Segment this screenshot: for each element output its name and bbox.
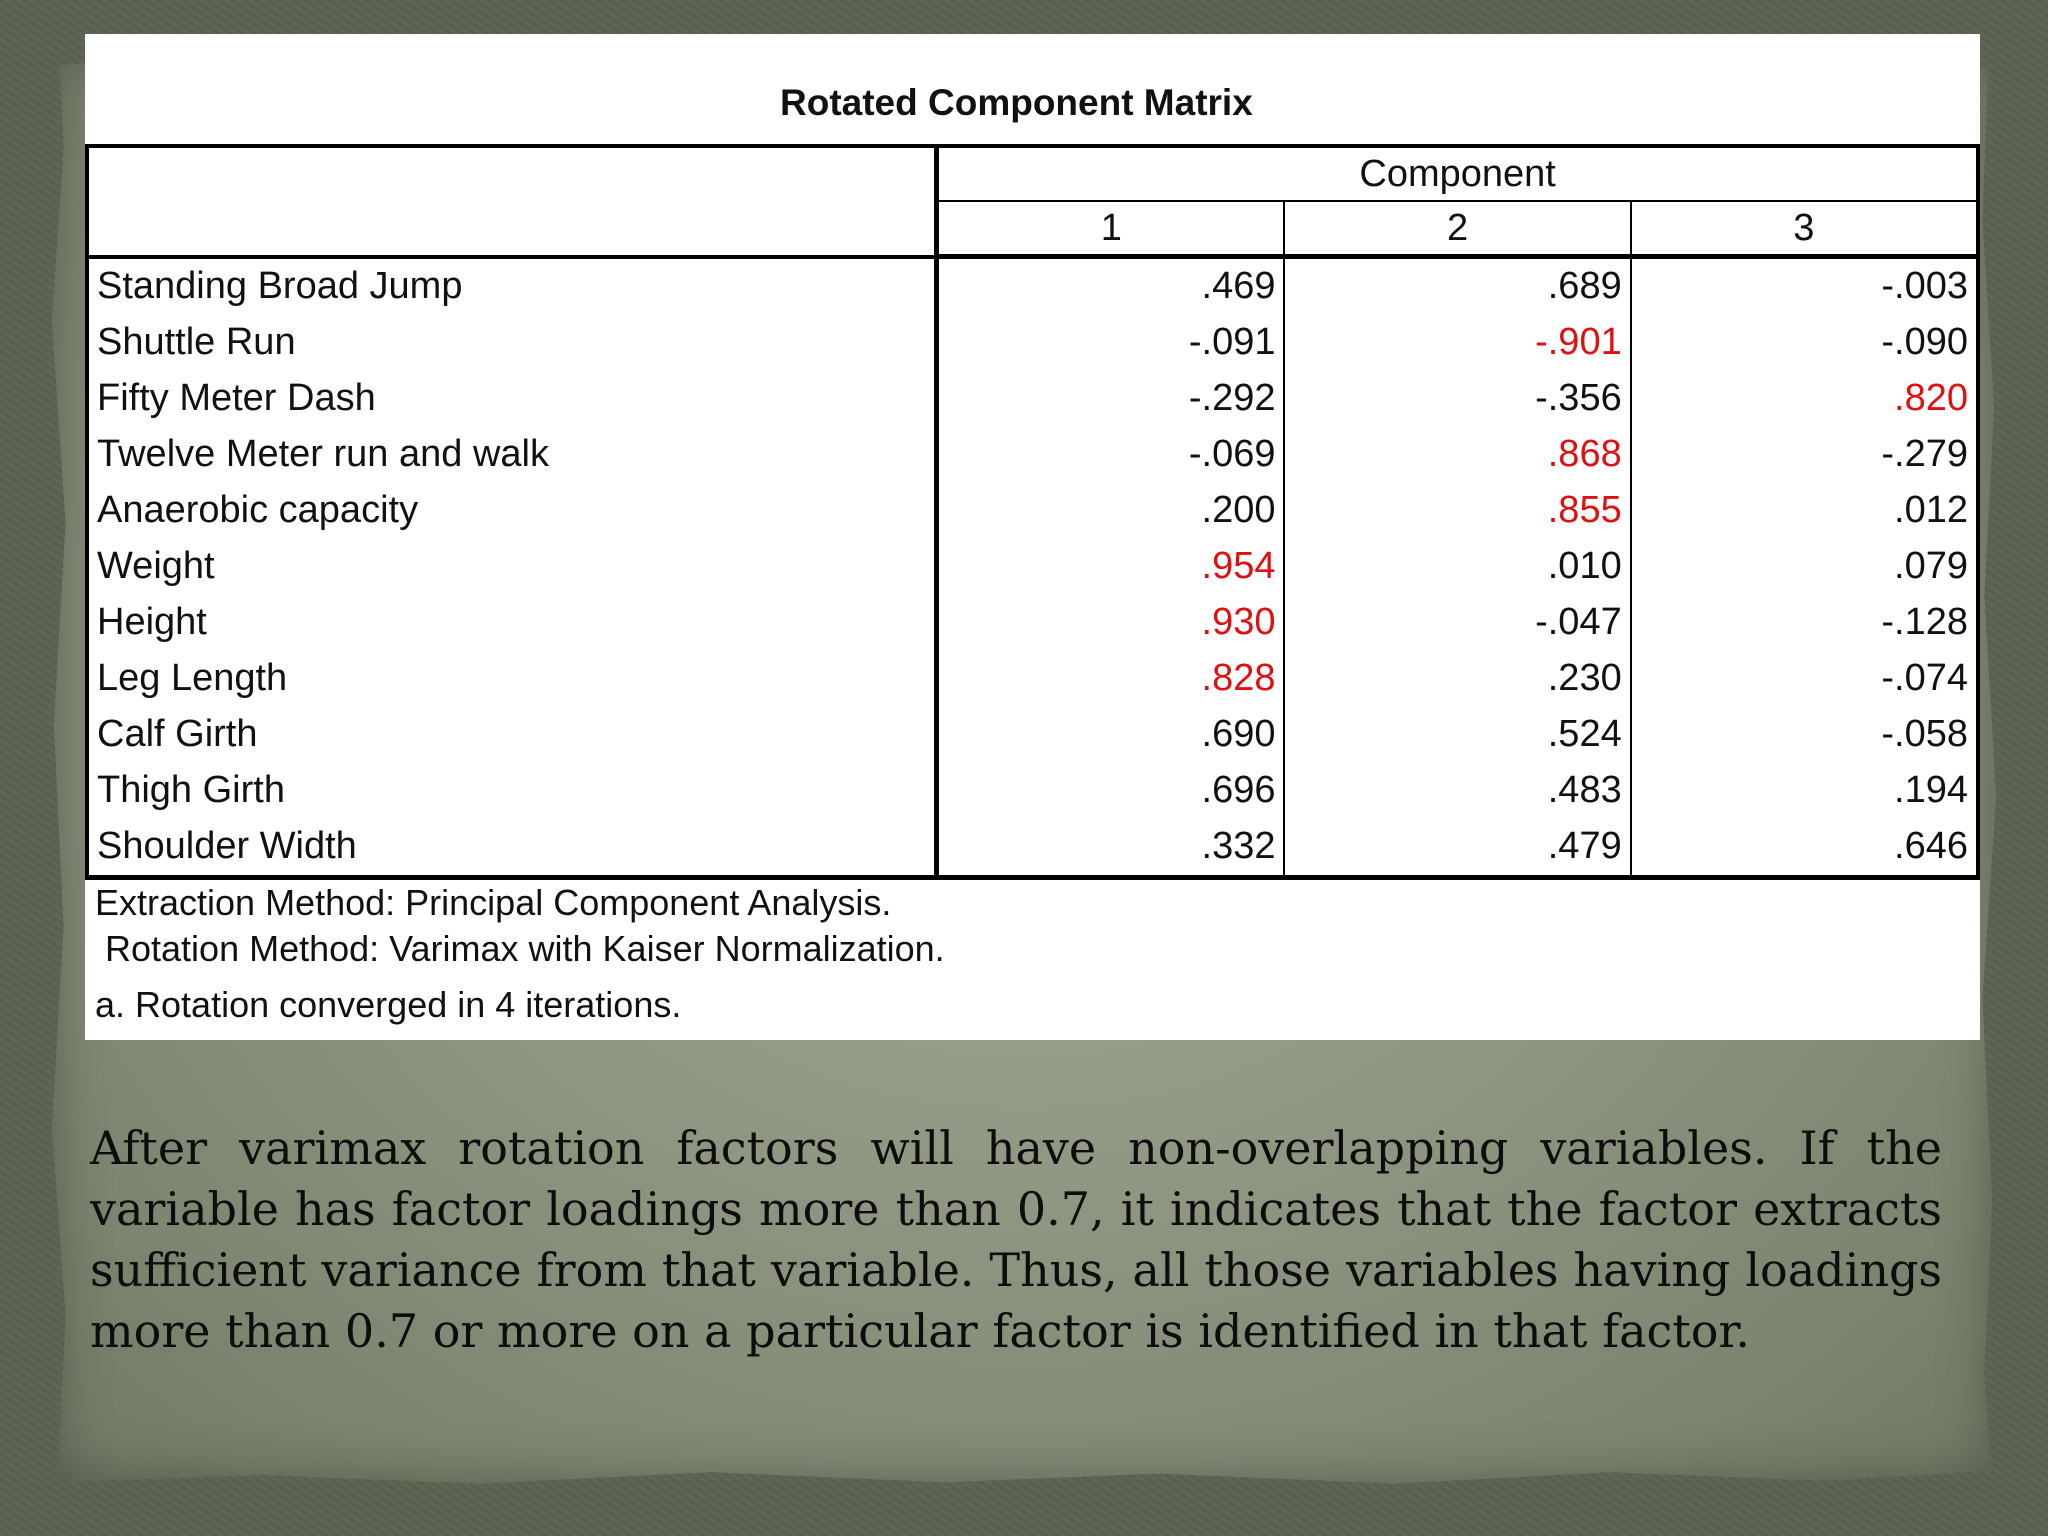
loading-cell: -.901 — [1284, 315, 1630, 371]
loading-cell: .820 — [1631, 371, 1978, 427]
loading-cell: .855 — [1284, 483, 1630, 539]
loading-cell: .479 — [1284, 819, 1630, 878]
footnotes — [95, 880, 1965, 1028]
column-header-3: 3 — [1631, 201, 1978, 257]
table-title: Rotated Component Matrix — [780, 82, 1253, 123]
table-row — [87, 763, 1978, 819]
table-row — [87, 315, 1978, 371]
loading-cell: .230 — [1284, 651, 1630, 707]
loading-cell: -.292 — [937, 371, 1285, 427]
loading-cell: .332 — [937, 819, 1285, 878]
loading-cell: .010 — [1284, 539, 1630, 595]
loading-cell: -.003 — [1631, 257, 1978, 315]
table-row — [87, 819, 1978, 878]
footnote-rotation: Rotation Method: Varimax with Kaiser Normalization. — [105, 928, 945, 969]
table-row — [87, 427, 1978, 483]
footnote-convergence: a. Rotation converged in 4 iterations. — [95, 984, 682, 1025]
table-row — [87, 257, 1978, 315]
loading-cell: .954 — [937, 539, 1285, 595]
row-label: Thigh Girth — [87, 763, 937, 819]
column-header-2: 2 — [1284, 201, 1630, 257]
table-row — [87, 539, 1978, 595]
loading-cell: .469 — [937, 257, 1285, 315]
loading-cell: -.091 — [937, 315, 1285, 371]
loading-cell: .696 — [937, 763, 1285, 819]
loading-cell: -.128 — [1631, 595, 1978, 651]
loading-cell: -.279 — [1631, 427, 1978, 483]
loading-cell: .524 — [1284, 707, 1630, 763]
table-row — [87, 483, 1978, 539]
loading-cell: -.058 — [1631, 707, 1978, 763]
rotated-component-matrix — [85, 144, 1980, 880]
table-row — [87, 371, 1978, 427]
row-label: Anaerobic capacity — [87, 483, 937, 539]
loading-cell: .200 — [937, 483, 1285, 539]
loading-cell: .646 — [1631, 819, 1978, 878]
row-label: Shuttle Run — [87, 315, 937, 371]
table-row — [87, 651, 1978, 707]
row-label: Leg Length — [87, 651, 937, 707]
loading-cell: -.356 — [1284, 371, 1630, 427]
footnote-extraction: Extraction Method: Principal Component Analysis. — [95, 882, 892, 923]
table-row — [87, 595, 1978, 651]
loading-cell: -.074 — [1631, 651, 1978, 707]
row-label: Fifty Meter Dash — [87, 371, 937, 427]
loading-cell: -.047 — [1284, 595, 1630, 651]
column-header-1: 1 — [937, 201, 1285, 257]
loading-cell: .689 — [1284, 257, 1630, 315]
loading-cell: .079 — [1631, 539, 1978, 595]
component-group-header: Component — [937, 146, 1978, 201]
explanation-paragraph: After varimax rotation factors will have non-overlapping variables. If the variable has factor loadings more than 0.7, it indicates that the factor extracts sufficient variance from that variable. Thus, all those variables having loadings more than 0.7 or more on a particular factor is identified in that factor. — [90, 1121, 1942, 1358]
loading-cell: .828 — [937, 651, 1285, 707]
row-label: Weight — [87, 539, 937, 595]
loading-cell: .690 — [937, 707, 1285, 763]
loading-cell: .483 — [1284, 763, 1630, 819]
table-panel — [85, 34, 1980, 1040]
header-blank-cell — [87, 146, 937, 257]
table-row — [87, 707, 1978, 763]
loading-cell: -.090 — [1631, 315, 1978, 371]
row-label: Standing Broad Jump — [87, 257, 937, 315]
loading-cell: -.069 — [937, 427, 1285, 483]
row-label: Shoulder Width — [87, 819, 937, 878]
loading-cell: .012 — [1631, 483, 1978, 539]
row-label: Twelve Meter run and walk — [87, 427, 937, 483]
loading-cell: .930 — [937, 595, 1285, 651]
loading-cell: .868 — [1284, 427, 1630, 483]
loading-cell: .194 — [1631, 763, 1978, 819]
row-label: Height — [87, 595, 937, 651]
row-label: Calf Girth — [87, 707, 937, 763]
